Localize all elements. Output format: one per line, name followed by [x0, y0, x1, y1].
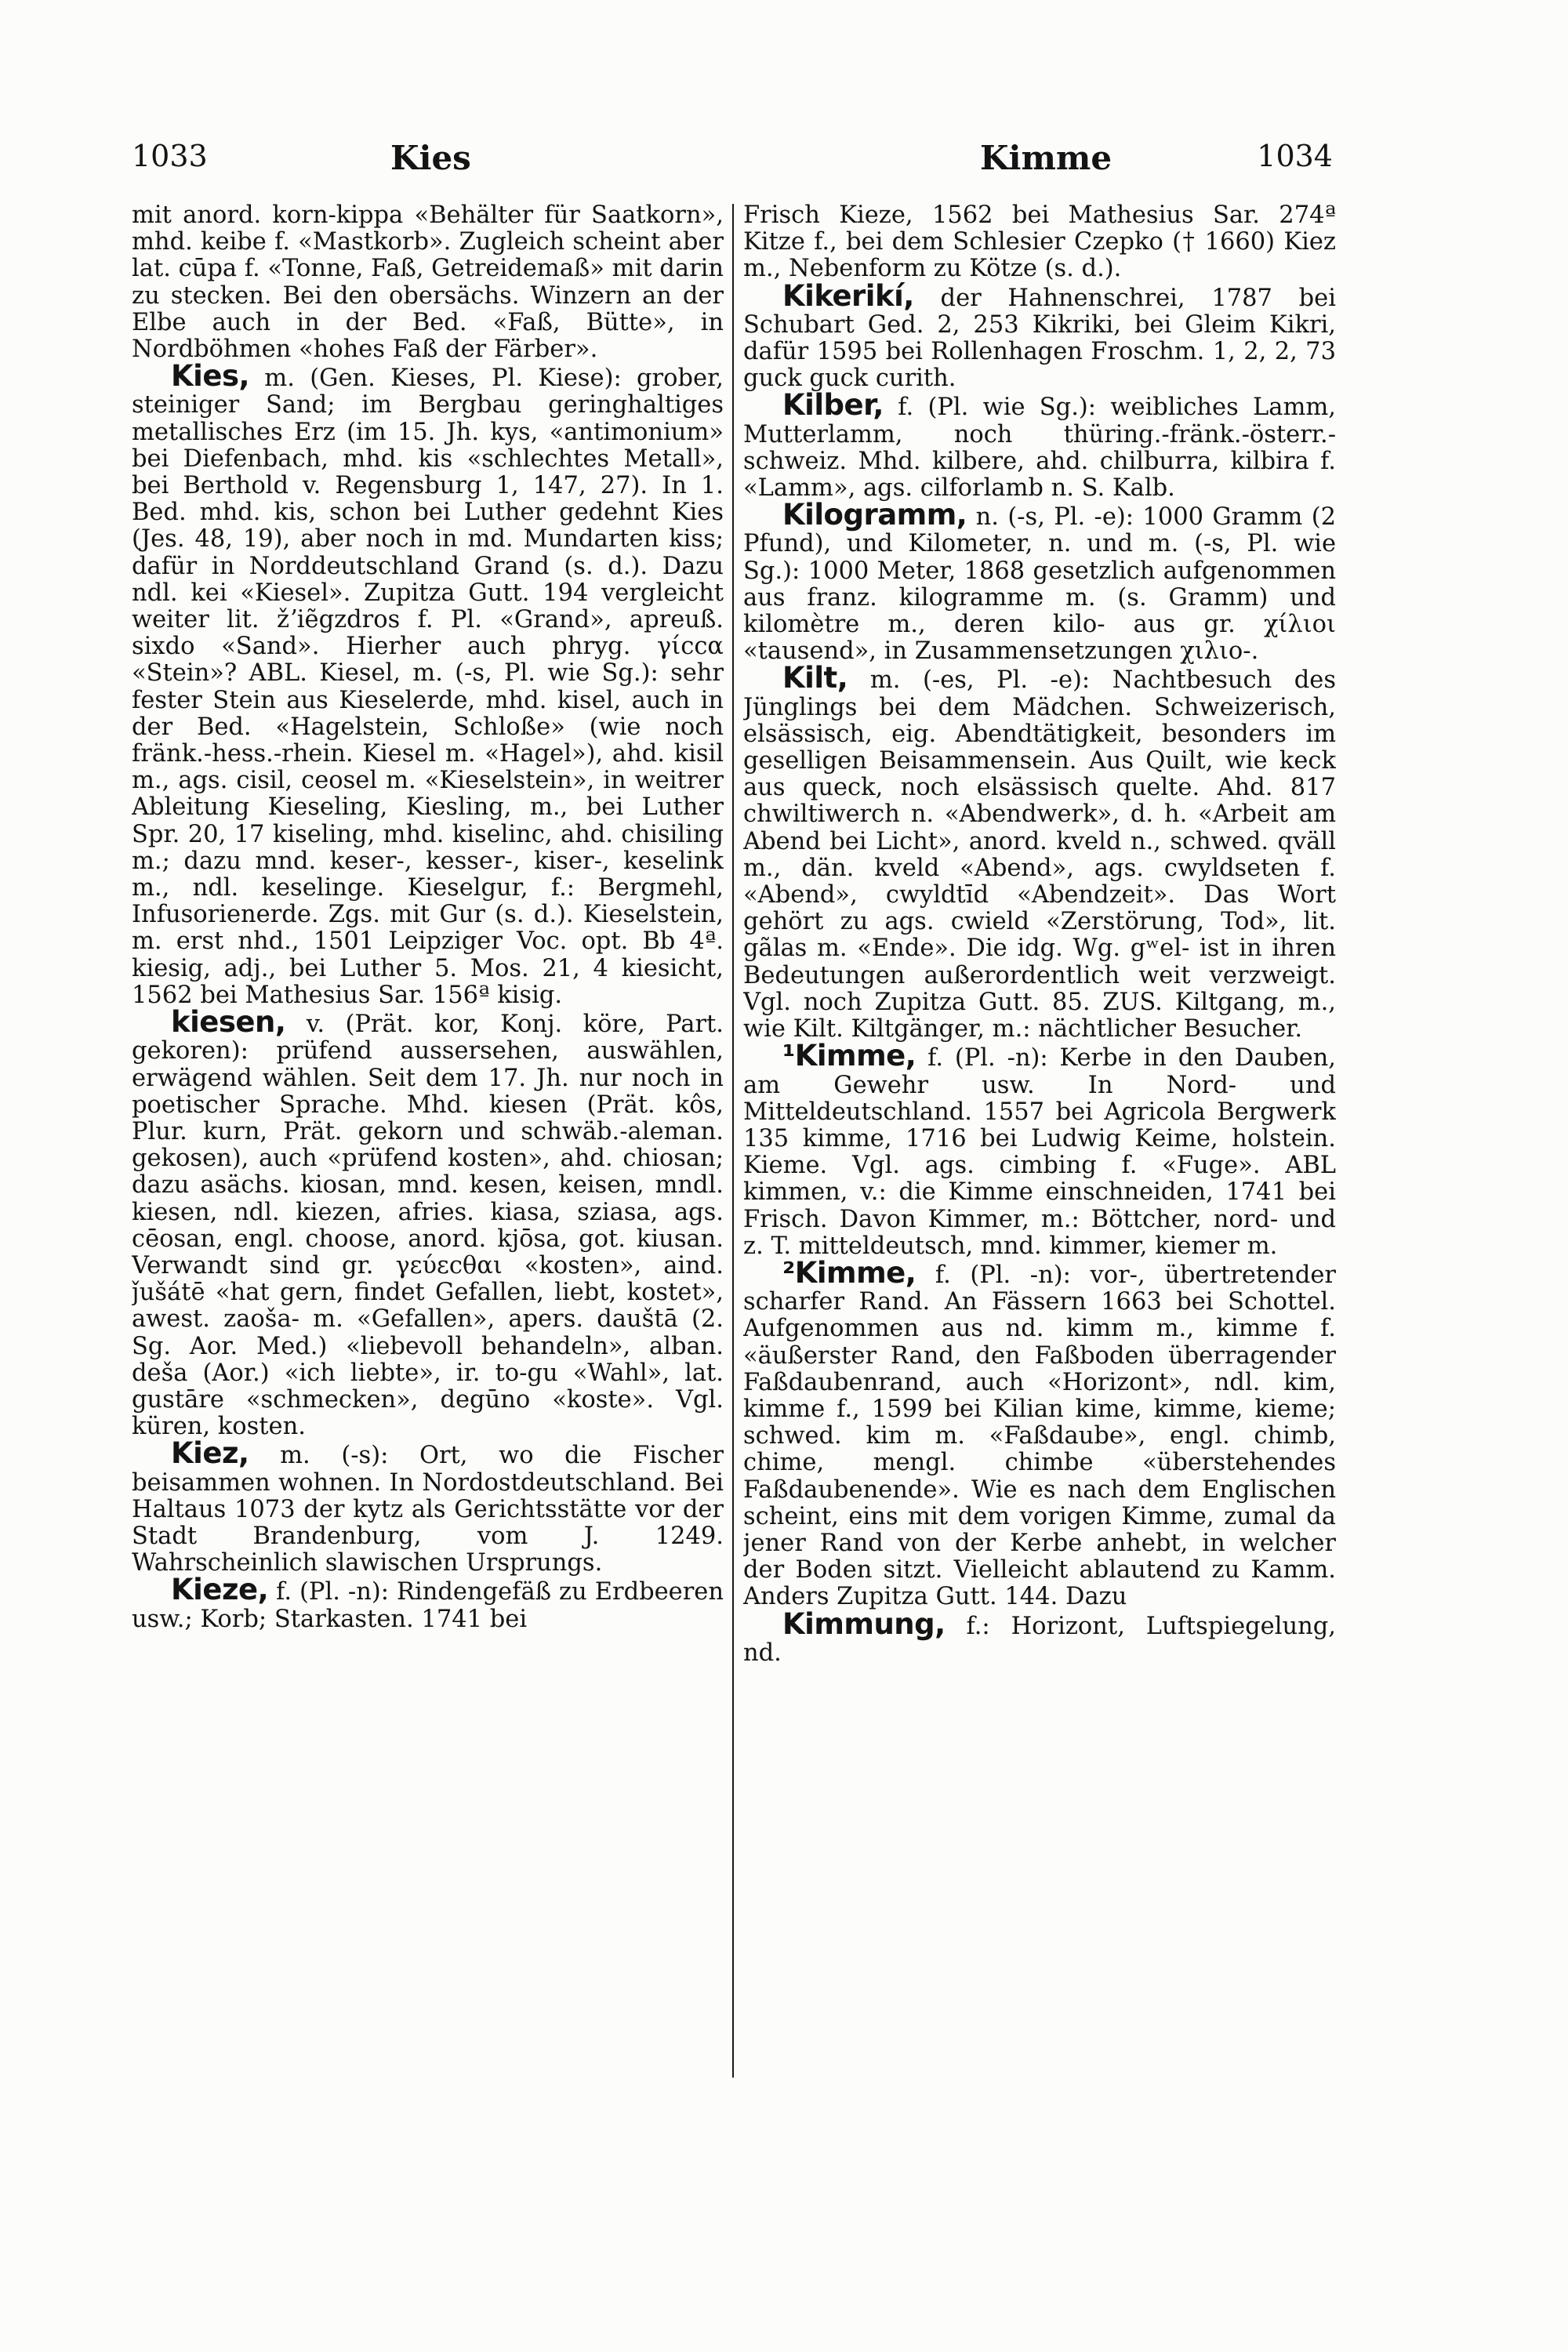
dictionary-entry: [132, 1573, 724, 1633]
entry-text: mit anord. korn-kippa «Behälter für Saatkorn», mhd. keibe f. «Mastkorb». Zugleich scheint aber lat. cūpa f. «Tonne, Faß, Getreidemaß» mit darin zu stecken. Bei den obersächs. Winzern an der Elbe auch in der Bed. «Faß, Bütte», in Nordböhmen «hohes Faß der Färber».: [132, 202, 724, 364]
entry-text: f. (Pl. -n): vor-, übertretender scharfer Rand. An Fässern 1663 bei Schottel. Aufgenommen aus nd. kimm m., kimme f. «äußerster Rand, den Faßboden überragender Faßdaubenrand, auch «Horizont», ndl. kim, kimme f., 1599 bei Kilian kime, kimme, kieme; schwed. kim m. «Faßdaube», engl. chimb, chime, mengl. chimbe «überstehendes Faßdaubenende». Wie es nach dem Englischen scheint, eins mit dem vorigen Kimme, zumal da jener Rand von der Kerbe anhebt, in welcher der Boden sitzt. Vielleicht ablautend zu Kamm. Anders Zupitza Gutt. 144. Dazu: [743, 1261, 1336, 1611]
entry-continuation: [132, 202, 724, 363]
entry-text: f. (Pl. -n): Rindengefäß zu Erdbeeren usw.; Korb; Starkasten. 1741 bei: [132, 1578, 724, 1633]
dictionary-entry: [743, 1255, 1336, 1611]
entry-continuation: [743, 202, 1336, 283]
headword: ²Kimme,: [782, 1255, 916, 1290]
running-header: [132, 129, 1333, 184]
headword: kiesen,: [171, 1005, 286, 1040]
page-number-left: 1033: [132, 139, 208, 173]
catchword-left: Kies: [390, 139, 471, 177]
entry-text: m. (Gen. Kieses, Pl. Kiese): grober, steiniger Sand; im Bergbau geringhaltiges metallisches Erz (im 15. Jh. kys, «antimonium» bei Diefenbach, mhd. kis «schlechtes Metall», bei Berthold v. Regensburg 1, 147, 27). In 1. Bed. mhd. kis, schon bei Luther gedehnt Kies (Jes. 48, 19), aber noch in md. Mundarten kiss; dafür in Norddeutschland Grand (s. d.). Dazu ndl. kei «Kiesel». Zupitza Gutt. 194 vergleicht weiter lit. žʼiẽgzdros f. Pl. «Grand», apreuß. sixdo «Sand». Hierher auch phryg. γίccα «Stein»? ABL. Kiesel, m. (-s, Pl. wie Sg.): sehr fester Stein aus Kieselerde, mhd. kisel, auch in der Bed. «Hagelstein, Schloße» (wie noch fränk.-hess.-rhein. Kiesel m. «Hagel»), ahd. kisil m., ags. cisil, ceosel m. «Kieselstein», in weitrer Ableitung Kieseling, Kiesling, m., bei Luther Spr. 20, 17 kiseling, mhd. kiselinc, ahd. chisiling m.; dazu mnd. keser-, kesser-, kiser-, keselink m., ndl. keselinge. Kieselgur, f.: Bergmehl, Infusorienerde. Zgs. mit Gur (s. d.). Kieselstein, m. erst nhd., 1501 Leipziger Voc. opt. Bb 4ª. kiesig, adj., bei Luther 5. Mos. 21, 4 kiesicht, 1562 bei Mathesius Sar. 156ª kisig.: [132, 365, 724, 1009]
dictionary-entry: [132, 359, 724, 1009]
headword: Kieze,: [171, 1573, 269, 1607]
right-column: [743, 202, 1336, 2100]
entry-text: f. (Pl. wie Sg.): weibliches Lamm, Mutterlamm, noch thüring.-fränk.-österr.-schweiz. Mhd. kilbere, ahd. chilburra, kilbira f. «Lamm», ags. cilforlamb n. S. Kalb.: [743, 394, 1336, 503]
entry-text: der Hahnenschrei, 1787 bei Schubart Ged. 2, 253 Kikriki, bei Gleim Kikri, dafür 1595 bei Rollenhagen Froschm. 1, 2, 2, 73 guck guck curith.: [743, 284, 1336, 393]
entry-text: n. (-s, Pl. -e): 1000 Gramm (2 Pfund), und Kilometer, n. und m. (-s, Pl. wie Sg.): 1000 Meter, 1868 gesetzlich aufgenommen aus franz. kilogramme m. (s. Gramm) und kilomètre m., deren kilo- aus gr. χίλιοι «tausend», in Zusammensetzungen χιλιο-.: [743, 503, 1336, 666]
page-number-right: 1034: [1257, 139, 1333, 173]
headword: ¹Kimme,: [782, 1039, 916, 1073]
headword: Kikerikí,: [782, 278, 914, 313]
dictionary-entry: [132, 1005, 724, 1441]
headword: Kimmung,: [782, 1606, 946, 1641]
dictionary-entry: [743, 1039, 1336, 1260]
entry-text: f.: Horizont, Luftspiegelung, nd.: [743, 1612, 1336, 1667]
entry-text: f. (Pl. -n): Kerbe in den Dauben, am Gewehr usw. In Nord- und Mitteldeutschland. 1557 bei Agricola Bergwerk 135 kimme, 1716 bei Ludwig Keime, holstein. Kieme. Vgl. ags. cimbing f. «Fuge». ABL kimmen, v.: die Kimme einschneiden, 1741 bei Frisch. Davon Kimmer, m.: Böttcher, nord- und z. T. mitteldeutsch, mnd. kimmer, kiemer m.: [743, 1044, 1336, 1260]
entry-text: m. (-s): Ort, wo die Fischer beisammen wohnen. In Nordostdeutschland. Bei Haltaus 1073 der kytz als Gerichtsstätte vor der Stadt Brandenburg, vom J. 1249. Wahrscheinlich slawischen Ursprungs.: [132, 1442, 724, 1577]
dictionary-entry: [743, 388, 1336, 503]
catchword-right: Kimme: [980, 139, 1112, 177]
column-divider: [732, 204, 734, 2078]
dictionary-entry: [743, 498, 1336, 666]
entry-text: v. (Prät. kor, Konj. köre, Part. gekoren): prüfend aussersehen, auswählen, erwägend wählen. Seit dem 17. Jh. nur noch in poetischer Sprache. Mhd. kiesen (Prät. kôs, Plur. kurn, Prät. gekorn und schwäb.-aleman. gekosen), auch «prüfend kosten», ahd. chiosan; dazu asächs. kiosan, mnd. kesen, keisen, mndl. kiesen, ndl. kiezen, afries. kiasa, sziasa, ags. cēosan, engl. choose, anord. kjōsa, got. kiusan. Verwandt sind gr. γεύεcθαι «kosten», aind. ǰušátē «hat gern, findet Gefallen, liebt, kostet», awest. zaoša- m. «Gefallen», apers. dauštā (2. Sg. Aor. Med.) «liebevoll behandeln», alban. deša (Aor.) «ich liebte», ir. to-gu «Wahl», lat. gustāre «schmecken», degūno «koste». Vgl. küren, kosten.: [132, 1011, 724, 1441]
entry-text: Frisch Kieze, 1562 bei Mathesius Sar. 274ª Kitze f., bei dem Schlesier Czepko († 1660) Kiez m., Nebenform zu Kötze (s. d.).: [743, 202, 1336, 283]
headword: Kilogramm,: [782, 498, 967, 532]
left-column: [132, 202, 724, 2100]
entry-text: m. (-es, Pl. -e): Nachtbesuch des Jünglings bei dem Mädchen. Schweizerisch, elsässisch, eig. Abendtätigkeit, besonders im geselligen Beisammensein. Aus Quilt, wie keck aus queck, noch elsässisch quelte. Ahd. 817 chwiltiwerch n. «Abendwerk», d. h. «Arbeit am Abend bei Licht», anord. kveld n., schwed. qväll m., dän. kveld «Abend», ags. cwyldseten f. «Abend», cwyldtīd «Abendzeit». Das Wort gehört zu ags. cwield «Zerstörung, Tod», lit. gãlas m. «Ende». Die idg. Wg. gʷel- ist in ihren Bedeutungen außerordentlich weit verzweigt. Vgl. noch Zupitza Gutt. 85. ZUS. Kiltgang, m., wie Kilt. Kiltgänger, m.: nächtlicher Besucher.: [743, 666, 1336, 1044]
dictionary-entry: [743, 661, 1336, 1044]
headword: Kilt,: [782, 661, 848, 695]
headword: Kiez,: [171, 1436, 249, 1471]
headword: Kies,: [171, 359, 250, 394]
headword: Kilber,: [782, 388, 884, 423]
dictionary-entry: [132, 1436, 724, 1577]
dictionary-entry: [743, 278, 1336, 393]
dictionary-entry: [743, 1606, 1336, 1667]
